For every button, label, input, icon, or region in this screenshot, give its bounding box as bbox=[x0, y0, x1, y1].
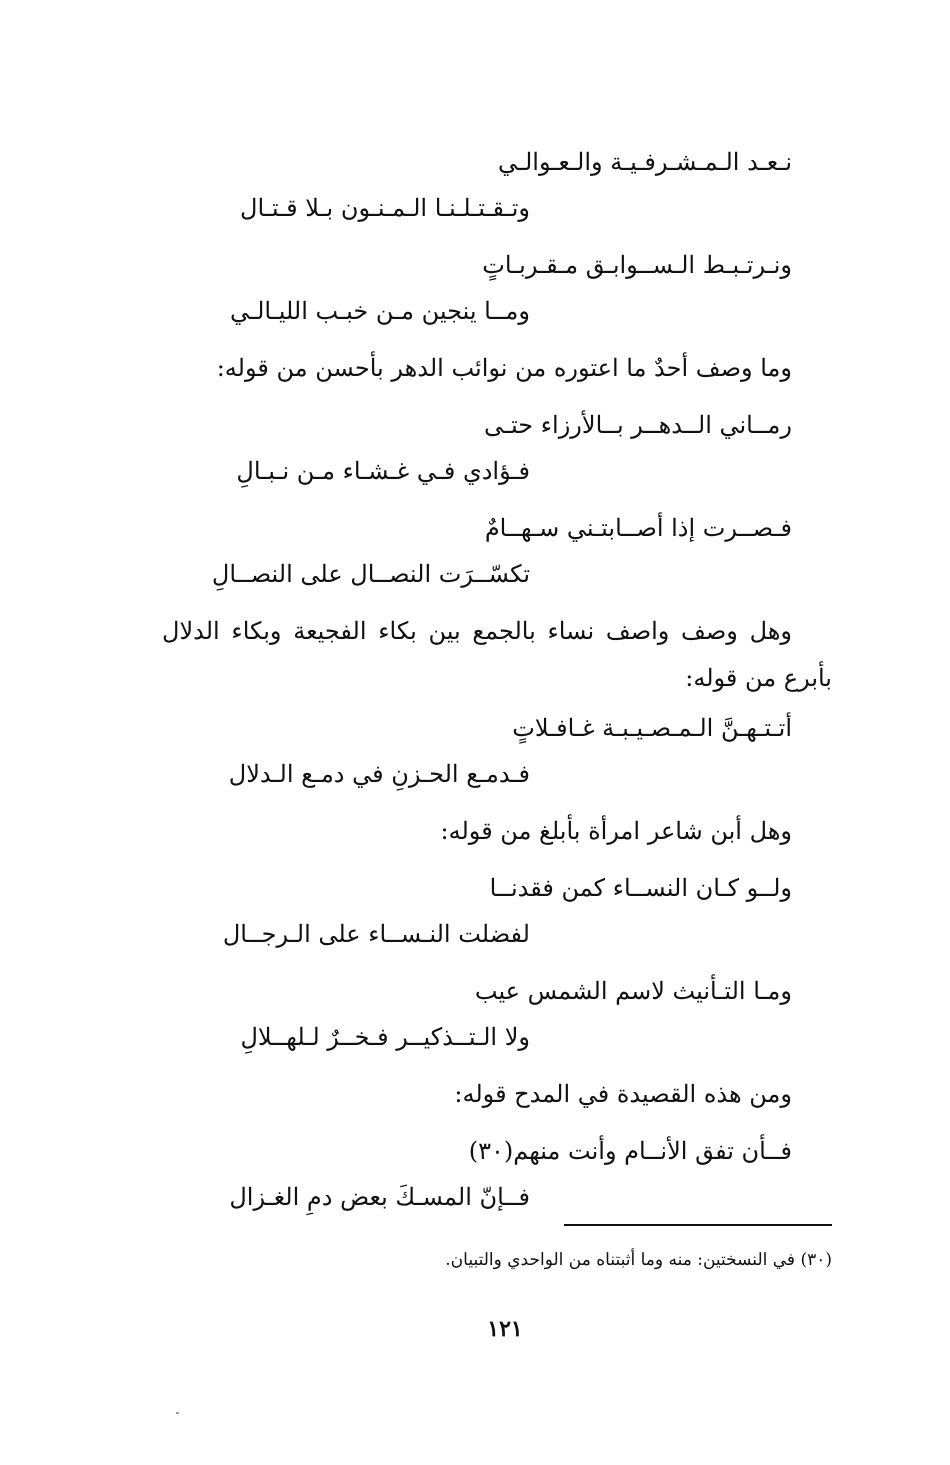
scan-speck bbox=[176, 1412, 179, 1414]
verse-second-hemistich: وتـقـتـلـنـا الـمـنـون بـلا قـتـال bbox=[240, 194, 530, 222]
prose-line: وهل وصف واصف نساء بالجمع بين بكاء الفجيعة وبكاء الدلال bbox=[162, 617, 792, 645]
verse-first-hemistich: رمــاني الــدهــر بــالأرزاء حتـى bbox=[484, 411, 792, 439]
verse-first-hemistich: ولــو كـان النســاء كمن فقدنــا bbox=[489, 874, 792, 902]
verse-first-hemistich: ومـا التـأنيث لاسم الشمس عيب bbox=[474, 977, 792, 1005]
verse-second-hemistich: ومــا ينجين مـن خبـب الليـالـي bbox=[230, 297, 530, 325]
prose-line: وما وصف أحدٌ ما اعتوره من نوائب الدهر بأحسن من قوله: bbox=[216, 354, 792, 382]
verse-second-hemistich: تكسّــرَت النصــال على النصــالِ bbox=[211, 560, 530, 588]
page-number: ١٢١ bbox=[487, 1316, 523, 1342]
verse-second-hemistich: فـؤادي فـي غـشـاء مـن نـبـالِ bbox=[236, 457, 530, 485]
verse-first-hemistich: نـعـد الـمـشـرفـيـة والـعـوالـي bbox=[497, 148, 792, 176]
verse-second-hemistich: ولا الـتــذكيــر فـخــرٌ لـلهــلالِ bbox=[240, 1023, 530, 1051]
verse-first-hemistich: فــأن تفق الأنــام وأنت منهم(٣٠) bbox=[468, 1137, 792, 1165]
verse-second-hemistich: فــإنّ المسـكَ بعض دمِ الغـزال bbox=[229, 1183, 530, 1211]
footnote: (٣٠) في النسختين: منه وما أثبتناه من الواحدي والتبيان. bbox=[445, 1250, 832, 1270]
verse-first-hemistich: أتـتـهـنَّ الـمـصـيـبـة غـافـلاتٍ bbox=[512, 714, 792, 742]
footnote-separator bbox=[564, 1224, 832, 1226]
prose-line: وهل أبن شاعر امرأة بأبلغ من قوله: bbox=[440, 817, 792, 845]
prose-line-continuation: بأبرع من قوله: bbox=[685, 664, 832, 692]
prose-line: ومن هذه القصيدة في المدح قوله: bbox=[454, 1080, 792, 1108]
verse-second-hemistich: فـدمـع الحـزنِ في دمـع الـدلال bbox=[228, 760, 530, 788]
verse-second-hemistich: لفضلت النـســاء على الـرجــال bbox=[222, 920, 530, 948]
verse-first-hemistich: فـصــرت إذا أصــابتـني سـهــامٌ bbox=[484, 514, 792, 542]
verse-first-hemistich: ونـرتـبـط الـســوابـق مـقـربـاتٍ bbox=[482, 251, 792, 279]
